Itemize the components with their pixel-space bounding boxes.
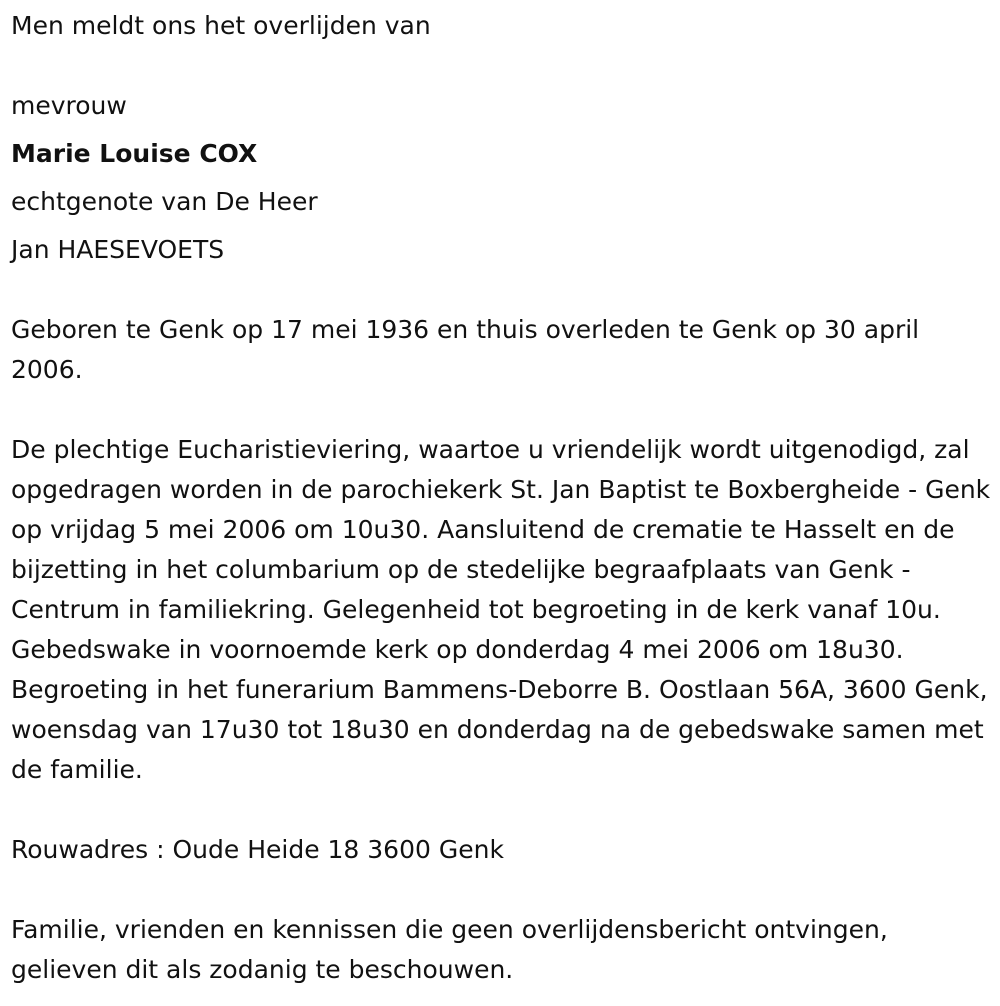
spacer bbox=[11, 270, 991, 310]
spouse-line: echtgenote van De Heer bbox=[11, 187, 318, 216]
address-line: Rouwadres : Oude Heide 18 3600 Genk bbox=[11, 835, 504, 864]
spacer bbox=[11, 790, 991, 830]
death-notice bbox=[11, 6, 991, 990]
intro-line: Men meldt ons het overlijden van bbox=[11, 11, 431, 40]
closing-paragraph: Familie, vrienden en kennissen die geen overlijdensbericht ontvingen, gelieven dit als zodanig te beschouwen. bbox=[11, 915, 888, 984]
spouse-name: Jan HAESEVOETS bbox=[11, 235, 225, 264]
spacer bbox=[11, 390, 991, 430]
salutation: mevrouw bbox=[11, 91, 127, 120]
spacer bbox=[11, 870, 991, 910]
deceased-name: Marie Louise COX bbox=[11, 139, 258, 168]
spacer bbox=[11, 46, 991, 86]
birth-death-paragraph: Geboren te Genk op 17 mei 1936 en thuis overleden te Genk op 30 april 2006. bbox=[11, 315, 920, 384]
ceremony-paragraph: De plechtige Eucharistieviering, waartoe u vriendelijk wordt uitgenodigd, zal opgedragen worden in de parochiekerk St. Jan Baptist te Boxbergheide - Genk op vrijdag 5 mei 2006 om 10u30. Aansluitend de crematie te Hasselt en de bijzetting in het columbarium op de stedelijke begraafplaats van Genk - Centrum in familiekring. Gelegenheid tot begroeting in de kerk vanaf 10u. Gebedswake in voornoemde kerk op donderdag 4 mei 2006 om 18u30. Begroeting in het funerarium Bammens-Deborre B. Oostlaan 56A, 3600 Genk, woensdag van 17u30 tot 18u30 en donderdag na de gebedswake samen met de familie. bbox=[11, 435, 991, 784]
